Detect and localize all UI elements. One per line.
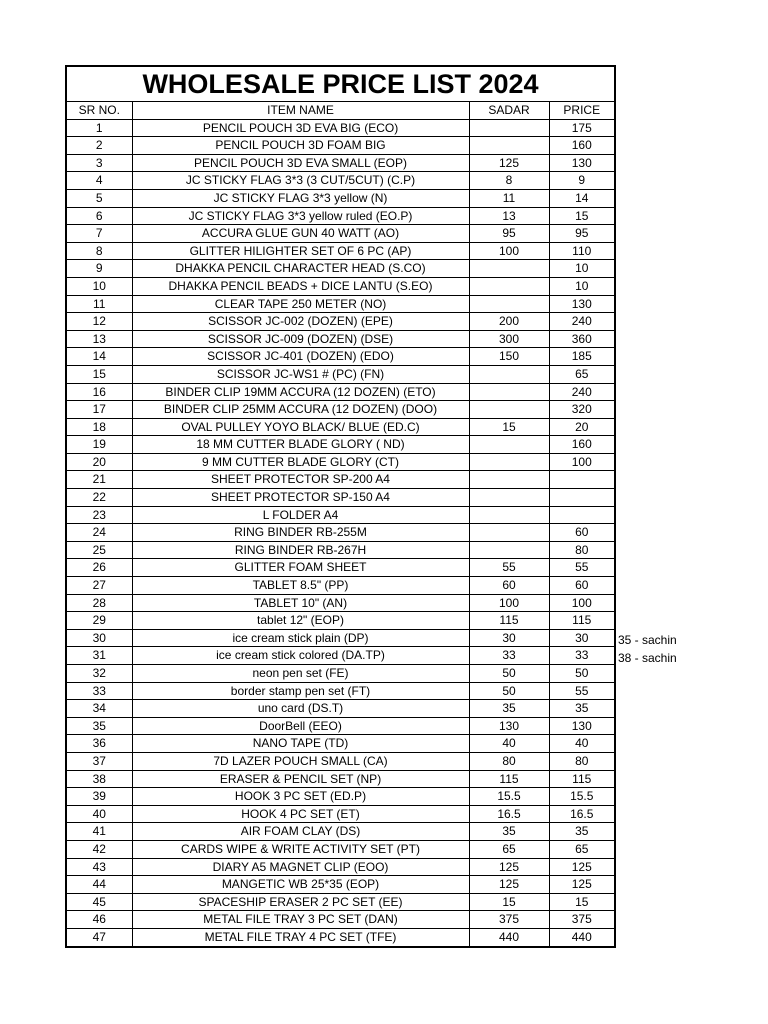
cell-sadar (469, 489, 549, 507)
cell-sadar (469, 383, 549, 401)
cell-sr-no: 9 (66, 260, 132, 278)
cell-price: 115 (549, 770, 615, 788)
cell-sr-no: 2 (66, 137, 132, 155)
cell-item-name: PENCIL POUCH 3D FOAM BIG (132, 137, 469, 155)
cell-price: 80 (549, 541, 615, 559)
cell-sadar: 375 (469, 911, 549, 929)
cell-item-name: DIARY A5 MAGNET CLIP (EOO) (132, 858, 469, 876)
cell-price: 60 (549, 577, 615, 595)
cell-sadar: 115 (469, 612, 549, 630)
cell-item-name: 7D LAZER POUCH SMALL (CA) (132, 752, 469, 770)
cell-sr-no: 27 (66, 577, 132, 595)
table-row (66, 383, 615, 401)
table-row (66, 119, 615, 137)
cell-sr-no: 38 (66, 770, 132, 788)
cell-sadar: 200 (469, 313, 549, 331)
cell-price: 320 (549, 401, 615, 419)
cell-price: 15 (549, 893, 615, 911)
cell-price: 95 (549, 225, 615, 243)
table-row (66, 277, 615, 295)
cell-sadar (469, 365, 549, 383)
side-note: 38 - sachin (618, 650, 677, 665)
table-row (66, 612, 615, 630)
cell-sr-no: 5 (66, 189, 132, 207)
table-row (66, 137, 615, 155)
cell-sr-no: 17 (66, 401, 132, 419)
cell-sadar: 16.5 (469, 805, 549, 823)
cell-price: 125 (549, 858, 615, 876)
cell-item-name: GLITTER FOAM SHEET (132, 559, 469, 577)
table-row (66, 717, 615, 735)
cell-sadar (469, 277, 549, 295)
header-item-name: ITEM NAME (132, 102, 469, 120)
cell-price: 110 (549, 242, 615, 260)
table-row (66, 559, 615, 577)
cell-sr-no: 26 (66, 559, 132, 577)
cell-item-name: GLITTER HILIGHTER SET OF 6 PC (AP) (132, 242, 469, 260)
cell-sr-no: 11 (66, 295, 132, 313)
cell-sr-no: 3 (66, 154, 132, 172)
cell-price: 240 (549, 313, 615, 331)
cell-price: 130 (549, 295, 615, 313)
cell-sadar: 33 (469, 647, 549, 665)
cell-sadar (469, 436, 549, 454)
cell-sadar (469, 506, 549, 524)
cell-sadar: 125 (469, 154, 549, 172)
table-row (66, 928, 615, 946)
table-row (66, 665, 615, 683)
cell-item-name: TABLET 8.5" (PP) (132, 577, 469, 595)
cell-item-name: border stamp pen set (FT) (132, 682, 469, 700)
cell-item-name: SCISSOR JC-WS1 # (PC) (FN) (132, 365, 469, 383)
cell-sadar: 13 (469, 207, 549, 225)
cell-item-name: METAL FILE TRAY 3 PC SET (DAN) (132, 911, 469, 929)
cell-sr-no: 44 (66, 876, 132, 894)
cell-price: 360 (549, 330, 615, 348)
table-row (66, 348, 615, 366)
cell-price: 50 (549, 665, 615, 683)
table-row (66, 506, 615, 524)
cell-sadar: 95 (469, 225, 549, 243)
cell-sadar: 100 (469, 242, 549, 260)
cell-item-name: SCISSOR JC-401 (DOZEN) (EDO) (132, 348, 469, 366)
table-row (66, 313, 615, 331)
cell-sr-no: 37 (66, 752, 132, 770)
cell-item-name: HOOK 3 PC SET (ED.P) (132, 788, 469, 806)
table-row (66, 225, 615, 243)
cell-price: 160 (549, 436, 615, 454)
cell-sr-no: 7 (66, 225, 132, 243)
table-row (66, 911, 615, 929)
cell-sr-no: 29 (66, 612, 132, 630)
table-row (66, 805, 615, 823)
cell-sadar: 125 (469, 876, 549, 894)
cell-sr-no: 45 (66, 893, 132, 911)
cell-price: 130 (549, 154, 615, 172)
cell-sadar (469, 137, 549, 155)
table-row (66, 876, 615, 894)
cell-sadar: 440 (469, 928, 549, 946)
cell-sr-no: 35 (66, 717, 132, 735)
cell-price: 440 (549, 928, 615, 946)
cell-price: 16.5 (549, 805, 615, 823)
cell-sadar: 11 (469, 189, 549, 207)
cell-item-name: AIR FOAM CLAY (DS) (132, 823, 469, 841)
cell-item-name: ice cream stick plain (DP) (132, 629, 469, 647)
cell-price (549, 506, 615, 524)
cell-price: 115 (549, 612, 615, 630)
cell-price (549, 489, 615, 507)
cell-sr-no: 43 (66, 858, 132, 876)
cell-price: 80 (549, 752, 615, 770)
cell-sr-no: 21 (66, 471, 132, 489)
cell-item-name: uno card (DS.T) (132, 700, 469, 718)
header-sadar: SADAR (469, 102, 549, 120)
cell-sadar: 35 (469, 700, 549, 718)
cell-item-name: JC STICKY FLAG 3*3 yellow (N) (132, 189, 469, 207)
cell-price: 14 (549, 189, 615, 207)
table-row (66, 453, 615, 471)
cell-sr-no: 28 (66, 594, 132, 612)
cell-item-name: ACCURA GLUE GUN 40 WATT (AO) (132, 225, 469, 243)
table-row (66, 260, 615, 278)
cell-sr-no: 12 (66, 313, 132, 331)
cell-sr-no: 4 (66, 172, 132, 190)
cell-item-name: BINDER CLIP 25MM ACCURA (12 DOZEN) (DOO) (132, 401, 469, 419)
cell-item-name: SCISSOR JC-009 (DOZEN) (DSE) (132, 330, 469, 348)
cell-sr-no: 18 (66, 418, 132, 436)
cell-sr-no: 42 (66, 840, 132, 858)
table-row (66, 700, 615, 718)
cell-price: 55 (549, 682, 615, 700)
cell-price: 55 (549, 559, 615, 577)
cell-sr-no: 32 (66, 665, 132, 683)
cell-sadar (469, 453, 549, 471)
cell-sr-no: 25 (66, 541, 132, 559)
table-row (66, 189, 615, 207)
cell-price: 20 (549, 418, 615, 436)
table-row (66, 840, 615, 858)
cell-item-name: 9 MM CUTTER BLADE GLORY (CT) (132, 453, 469, 471)
table-row (66, 770, 615, 788)
cell-sr-no: 22 (66, 489, 132, 507)
table-row (66, 647, 615, 665)
cell-item-name: OVAL PULLEY YOYO BLACK/ BLUE (ED.C) (132, 418, 469, 436)
table-row (66, 682, 615, 700)
table-row (66, 436, 615, 454)
cell-sr-no: 13 (66, 330, 132, 348)
table-row (66, 541, 615, 559)
header-sr-no: SR NO. (66, 102, 132, 120)
table-row (66, 858, 615, 876)
cell-sr-no: 20 (66, 453, 132, 471)
cell-sr-no: 40 (66, 805, 132, 823)
cell-item-name: BINDER CLIP 19MM ACCURA (12 DOZEN) (ETO) (132, 383, 469, 401)
cell-sadar: 115 (469, 770, 549, 788)
cell-price: 65 (549, 840, 615, 858)
cell-sadar (469, 260, 549, 278)
cell-sadar: 65 (469, 840, 549, 858)
cell-sr-no: 1 (66, 119, 132, 137)
cell-sr-no: 33 (66, 682, 132, 700)
cell-item-name: SHEET PROTECTOR SP-200 A4 (132, 471, 469, 489)
cell-sr-no: 14 (66, 348, 132, 366)
table-row (66, 893, 615, 911)
cell-price: 65 (549, 365, 615, 383)
cell-item-name: ERASER & PENCIL SET (NP) (132, 770, 469, 788)
cell-item-name: SPACESHIP ERASER 2 PC SET (EE) (132, 893, 469, 911)
table-row (66, 418, 615, 436)
cell-sr-no: 41 (66, 823, 132, 841)
table-row (66, 295, 615, 313)
cell-sr-no: 31 (66, 647, 132, 665)
cell-sadar: 15 (469, 893, 549, 911)
cell-sadar: 55 (469, 559, 549, 577)
cell-item-name: JC STICKY FLAG 3*3 yellow ruled (EO.P) (132, 207, 469, 225)
cell-item-name: CLEAR TAPE 250 METER (NO) (132, 295, 469, 313)
cell-sr-no: 19 (66, 436, 132, 454)
cell-item-name: METAL FILE TRAY 4 PC SET (TFE) (132, 928, 469, 946)
cell-price: 33 (549, 647, 615, 665)
cell-price: 15 (549, 207, 615, 225)
cell-item-name: SCISSOR JC-002 (DOZEN) (EPE) (132, 313, 469, 331)
cell-sadar (469, 401, 549, 419)
table-row (66, 489, 615, 507)
cell-sadar: 300 (469, 330, 549, 348)
cell-price: 160 (549, 137, 615, 155)
table-row (66, 471, 615, 489)
table-row (66, 154, 615, 172)
cell-item-name: RING BINDER RB-255M (132, 524, 469, 542)
cell-sadar: 125 (469, 858, 549, 876)
cell-price: 130 (549, 717, 615, 735)
cell-price: 375 (549, 911, 615, 929)
table-row (66, 524, 615, 542)
cell-sr-no: 16 (66, 383, 132, 401)
cell-price: 240 (549, 383, 615, 401)
table-row (66, 752, 615, 770)
table-row (66, 401, 615, 419)
cell-item-name: HOOK 4 PC SET (ET) (132, 805, 469, 823)
cell-sadar: 150 (469, 348, 549, 366)
cell-price: 60 (549, 524, 615, 542)
table-row (66, 365, 615, 383)
cell-price: 10 (549, 260, 615, 278)
cell-sr-no: 8 (66, 242, 132, 260)
table-row (66, 242, 615, 260)
cell-sr-no: 30 (66, 629, 132, 647)
table-body (66, 119, 615, 946)
cell-sr-no: 46 (66, 911, 132, 929)
cell-sr-no: 10 (66, 277, 132, 295)
cell-sr-no: 15 (66, 365, 132, 383)
cell-sadar: 30 (469, 629, 549, 647)
table-row (66, 629, 615, 647)
cell-item-name: PENCIL POUCH 3D EVA BIG (ECO) (132, 119, 469, 137)
cell-item-name: DHAKKA PENCIL BEADS + DICE LANTU (S.EO) (132, 277, 469, 295)
cell-sr-no: 39 (66, 788, 132, 806)
cell-sadar: 8 (469, 172, 549, 190)
cell-sr-no: 47 (66, 928, 132, 946)
cell-sr-no: 6 (66, 207, 132, 225)
table-row (66, 330, 615, 348)
cell-sadar (469, 119, 549, 137)
title-row (66, 66, 615, 102)
cell-item-name: TABLET 10" (AN) (132, 594, 469, 612)
cell-item-name: PENCIL POUCH 3D EVA SMALL (EOP) (132, 154, 469, 172)
cell-price: 9 (549, 172, 615, 190)
cell-price: 185 (549, 348, 615, 366)
cell-item-name: JC STICKY FLAG 3*3 (3 CUT/5CUT) (C.P) (132, 172, 469, 190)
table-row (66, 594, 615, 612)
cell-price: 100 (549, 453, 615, 471)
cell-sr-no: 34 (66, 700, 132, 718)
cell-item-name: L FOLDER A4 (132, 506, 469, 524)
cell-item-name: RING BINDER RB-267H (132, 541, 469, 559)
header-row (66, 102, 615, 120)
cell-item-name: DHAKKA PENCIL CHARACTER HEAD (S.CO) (132, 260, 469, 278)
cell-item-name: neon pen set (FE) (132, 665, 469, 683)
cell-price: 125 (549, 876, 615, 894)
price-table (65, 65, 616, 948)
cell-item-name: tablet 12" (EOP) (132, 612, 469, 630)
table-row (66, 207, 615, 225)
page-title: WHOLESALE PRICE LIST 2024 (66, 66, 615, 102)
cell-sadar (469, 524, 549, 542)
cell-sadar: 80 (469, 752, 549, 770)
cell-item-name: NANO TAPE (TD) (132, 735, 469, 753)
cell-price (549, 471, 615, 489)
table-row (66, 823, 615, 841)
cell-sadar (469, 541, 549, 559)
side-notes (618, 632, 677, 667)
table-row (66, 788, 615, 806)
cell-item-name: CARDS WIPE & WRITE ACTIVITY SET (PT) (132, 840, 469, 858)
table-row (66, 735, 615, 753)
cell-sadar: 60 (469, 577, 549, 595)
cell-item-name: DoorBell (EEO) (132, 717, 469, 735)
table-row (66, 172, 615, 190)
cell-sr-no: 23 (66, 506, 132, 524)
cell-price: 15.5 (549, 788, 615, 806)
cell-sadar: 130 (469, 717, 549, 735)
cell-sr-no: 24 (66, 524, 132, 542)
cell-sr-no: 36 (66, 735, 132, 753)
cell-price: 35 (549, 823, 615, 841)
cell-sadar: 50 (469, 665, 549, 683)
cell-sadar: 15.5 (469, 788, 549, 806)
cell-price: 10 (549, 277, 615, 295)
cell-sadar: 35 (469, 823, 549, 841)
cell-item-name: MANGETIC WB 25*35 (EOP) (132, 876, 469, 894)
cell-price: 100 (549, 594, 615, 612)
side-note: 35 - sachin (618, 633, 677, 647)
cell-price: 175 (549, 119, 615, 137)
cell-price: 30 (549, 629, 615, 647)
cell-item-name: ice cream stick colored (DA.TP) (132, 647, 469, 665)
cell-sadar (469, 471, 549, 489)
cell-item-name: 18 MM CUTTER BLADE GLORY ( ND) (132, 436, 469, 454)
cell-sadar: 40 (469, 735, 549, 753)
price-list-sheet (65, 65, 616, 948)
cell-sadar: 100 (469, 594, 549, 612)
table-row (66, 577, 615, 595)
cell-sadar: 15 (469, 418, 549, 436)
header-price: PRICE (549, 102, 615, 120)
cell-item-name: SHEET PROTECTOR SP-150 A4 (132, 489, 469, 507)
cell-sadar: 50 (469, 682, 549, 700)
cell-price: 40 (549, 735, 615, 753)
cell-price: 35 (549, 700, 615, 718)
cell-sadar (469, 295, 549, 313)
